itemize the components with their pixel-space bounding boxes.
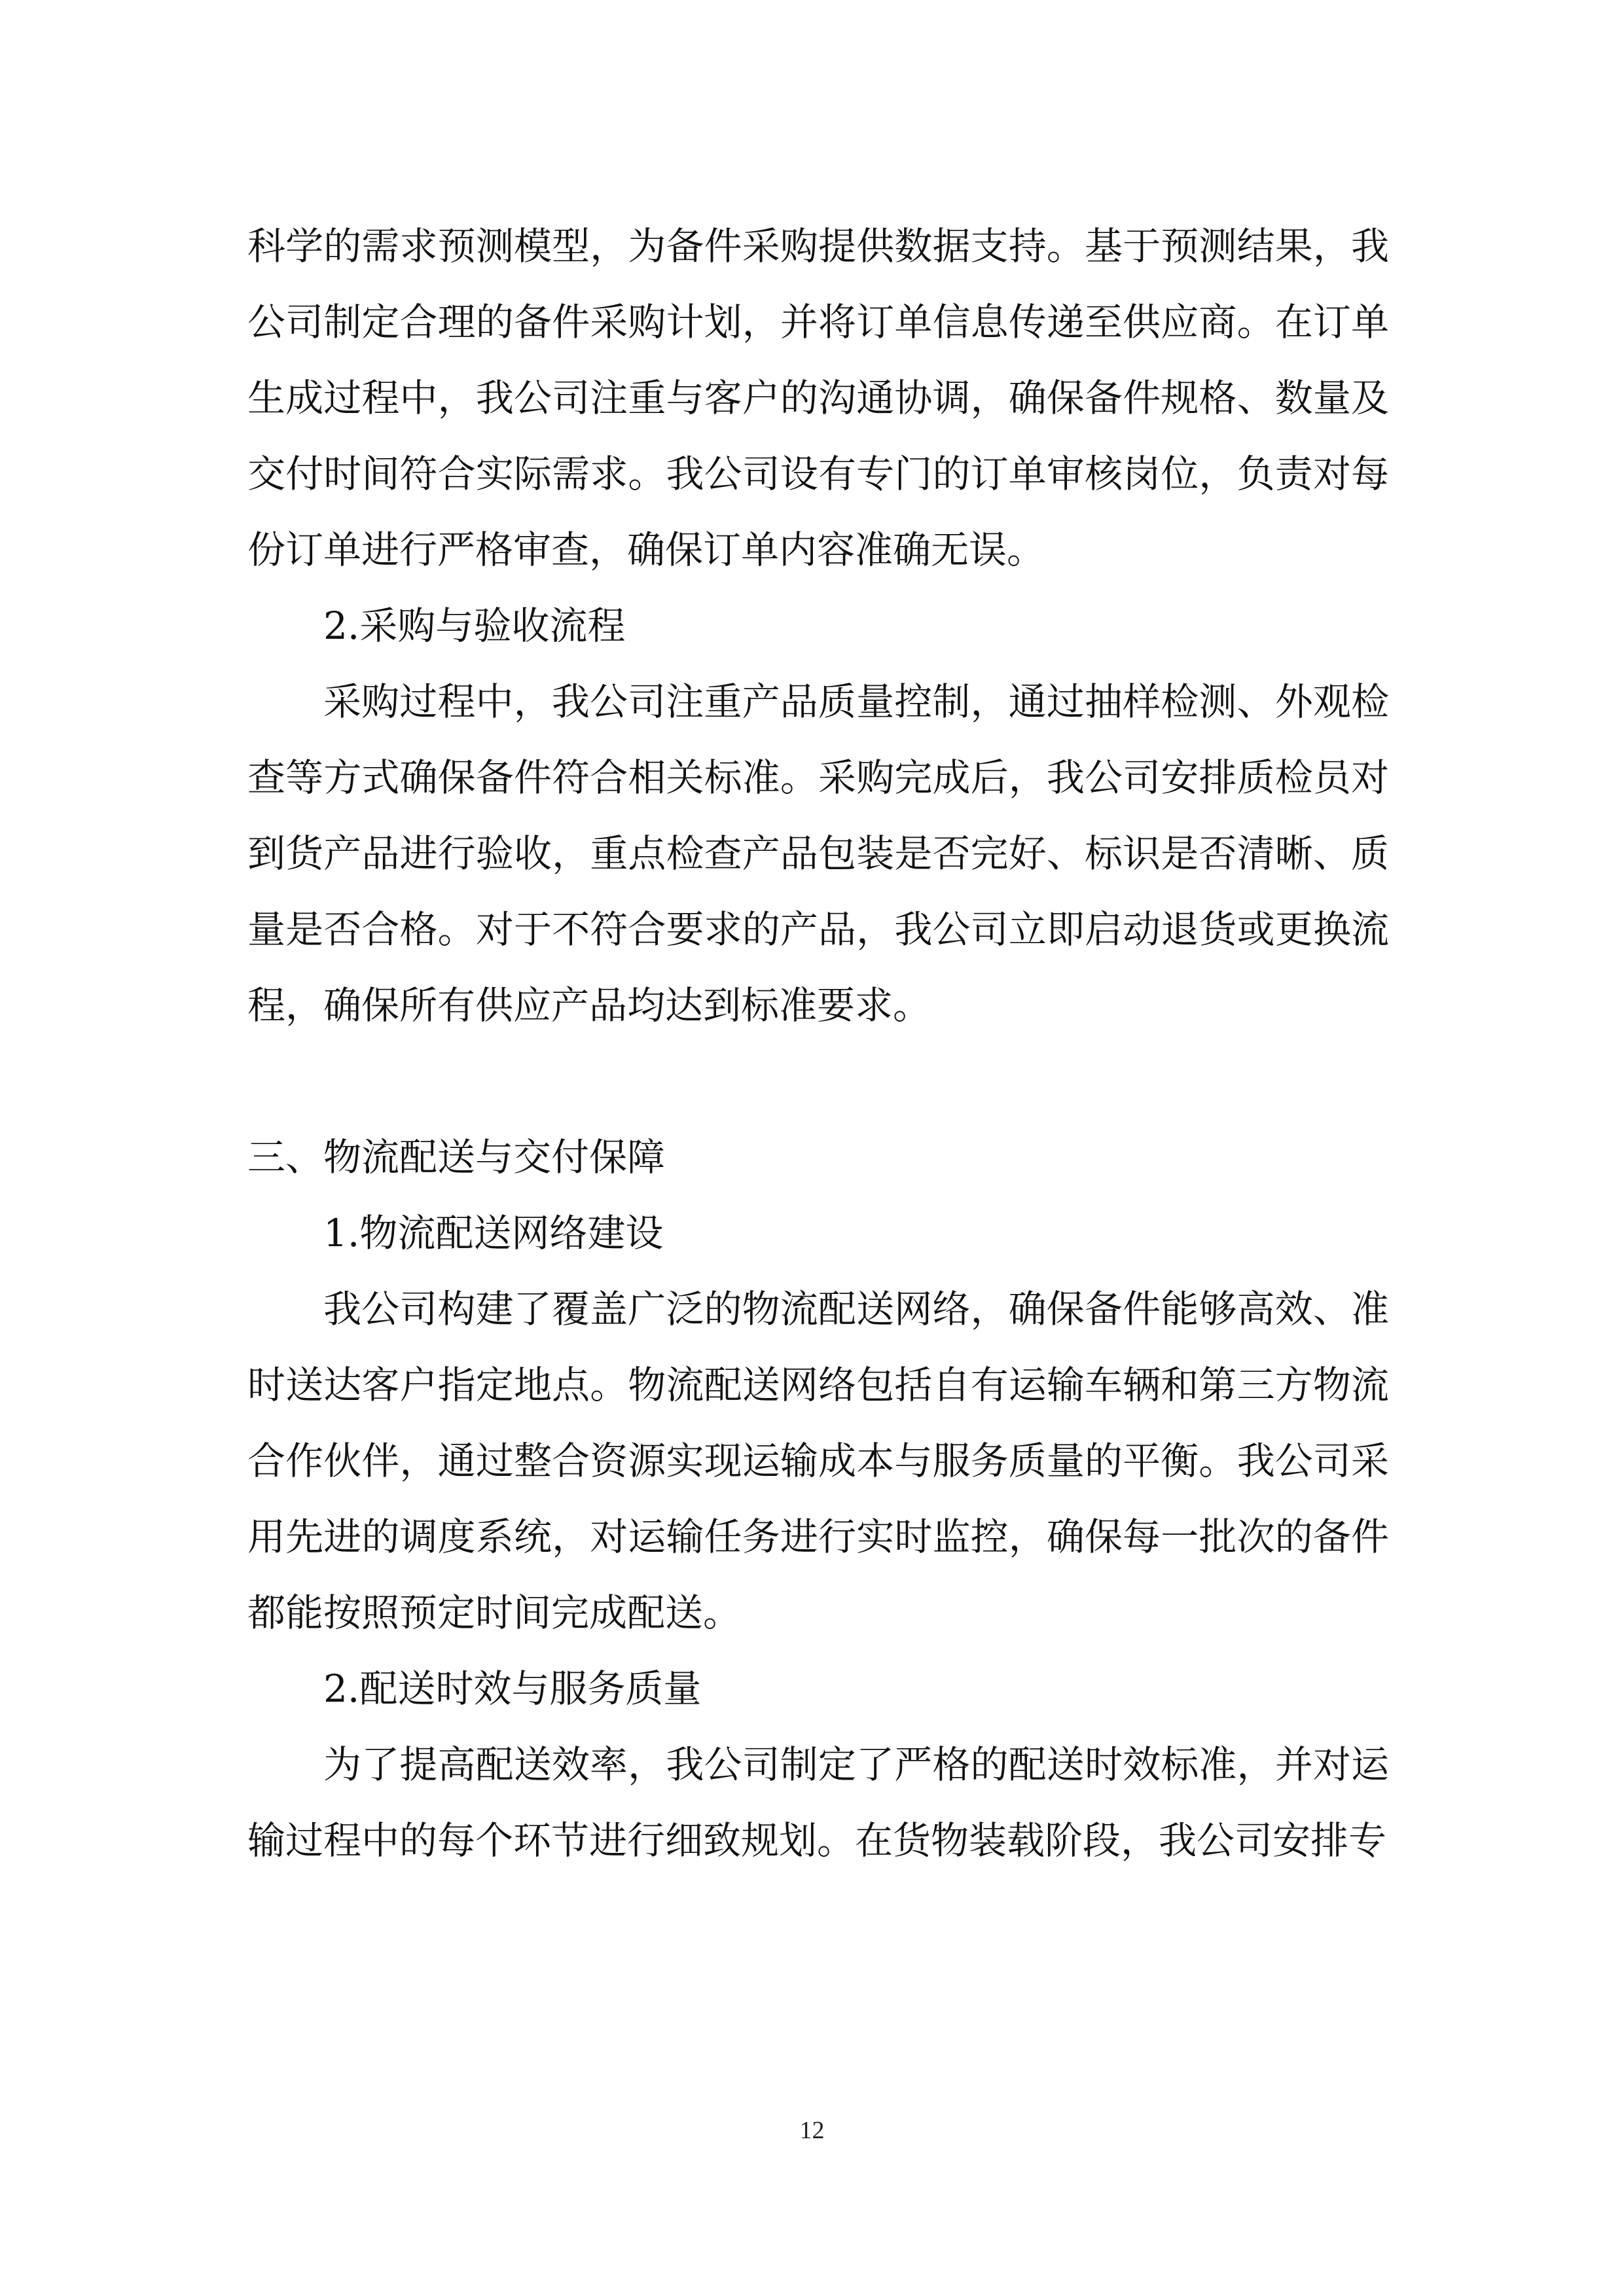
body-paragraph: 科学的需求预测模型，为备件采购提供数据支持。基于预测结果，我公司制定合理的备件采购计划，并将订单信息传递至供应商。在订单生成过程中，我公司注重与客户的沟通协调，确保备件规格、数量及交付时间符合实际需求。我公司设有专门的订单审核岗位，负责对每份订单进行严格审查，确保订单内容准确无误。 — [247, 224, 1389, 572]
page-content — [247, 208, 1389, 1878]
body-paragraph: 我公司构建了覆盖广泛的物流配送网络，确保备件能够高效、准时送达客户指定地点。物流配送网络包括自有运输车辆和第三方物流合作伙伴，通过整合资源实现运输成本与服务质量的平衡。我公司采用先进的调度系统，对运输任务进行实时监控，确保每一批次的备件都能按照预定时间完成配送。 — [247, 1287, 1389, 1635]
section-heading: 三、物流配送与交付保障 — [247, 1135, 666, 1179]
page-number: 12 — [799, 2117, 825, 2144]
body-paragraph: 为了提高配送效率，我公司制定了严格的配送时效标准，并对运输过程中的每个环节进行细致规划。在货物装载阶段，我公司安排专 — [247, 1742, 1389, 1863]
subsection-heading: 1.物流配送网络建设 — [323, 1211, 664, 1255]
subsection-heading: 2.配送时效与服务质量 — [323, 1666, 702, 1711]
body-paragraph: 采购过程中，我公司注重产品质量控制，通过抽样检测、外观检查等方式确保备件符合相关标准。采购完成后，我公司安排质检员对到货产品进行验收，重点检查产品包装是否完好、标识是否清晰、质量是否合格。对于不符合要求的产品，我公司立即启动退货或更换流程，确保所有供应产品均达到标准要求。 — [247, 679, 1389, 1028]
subsection-heading: 2.采购与验收流程 — [323, 603, 626, 648]
